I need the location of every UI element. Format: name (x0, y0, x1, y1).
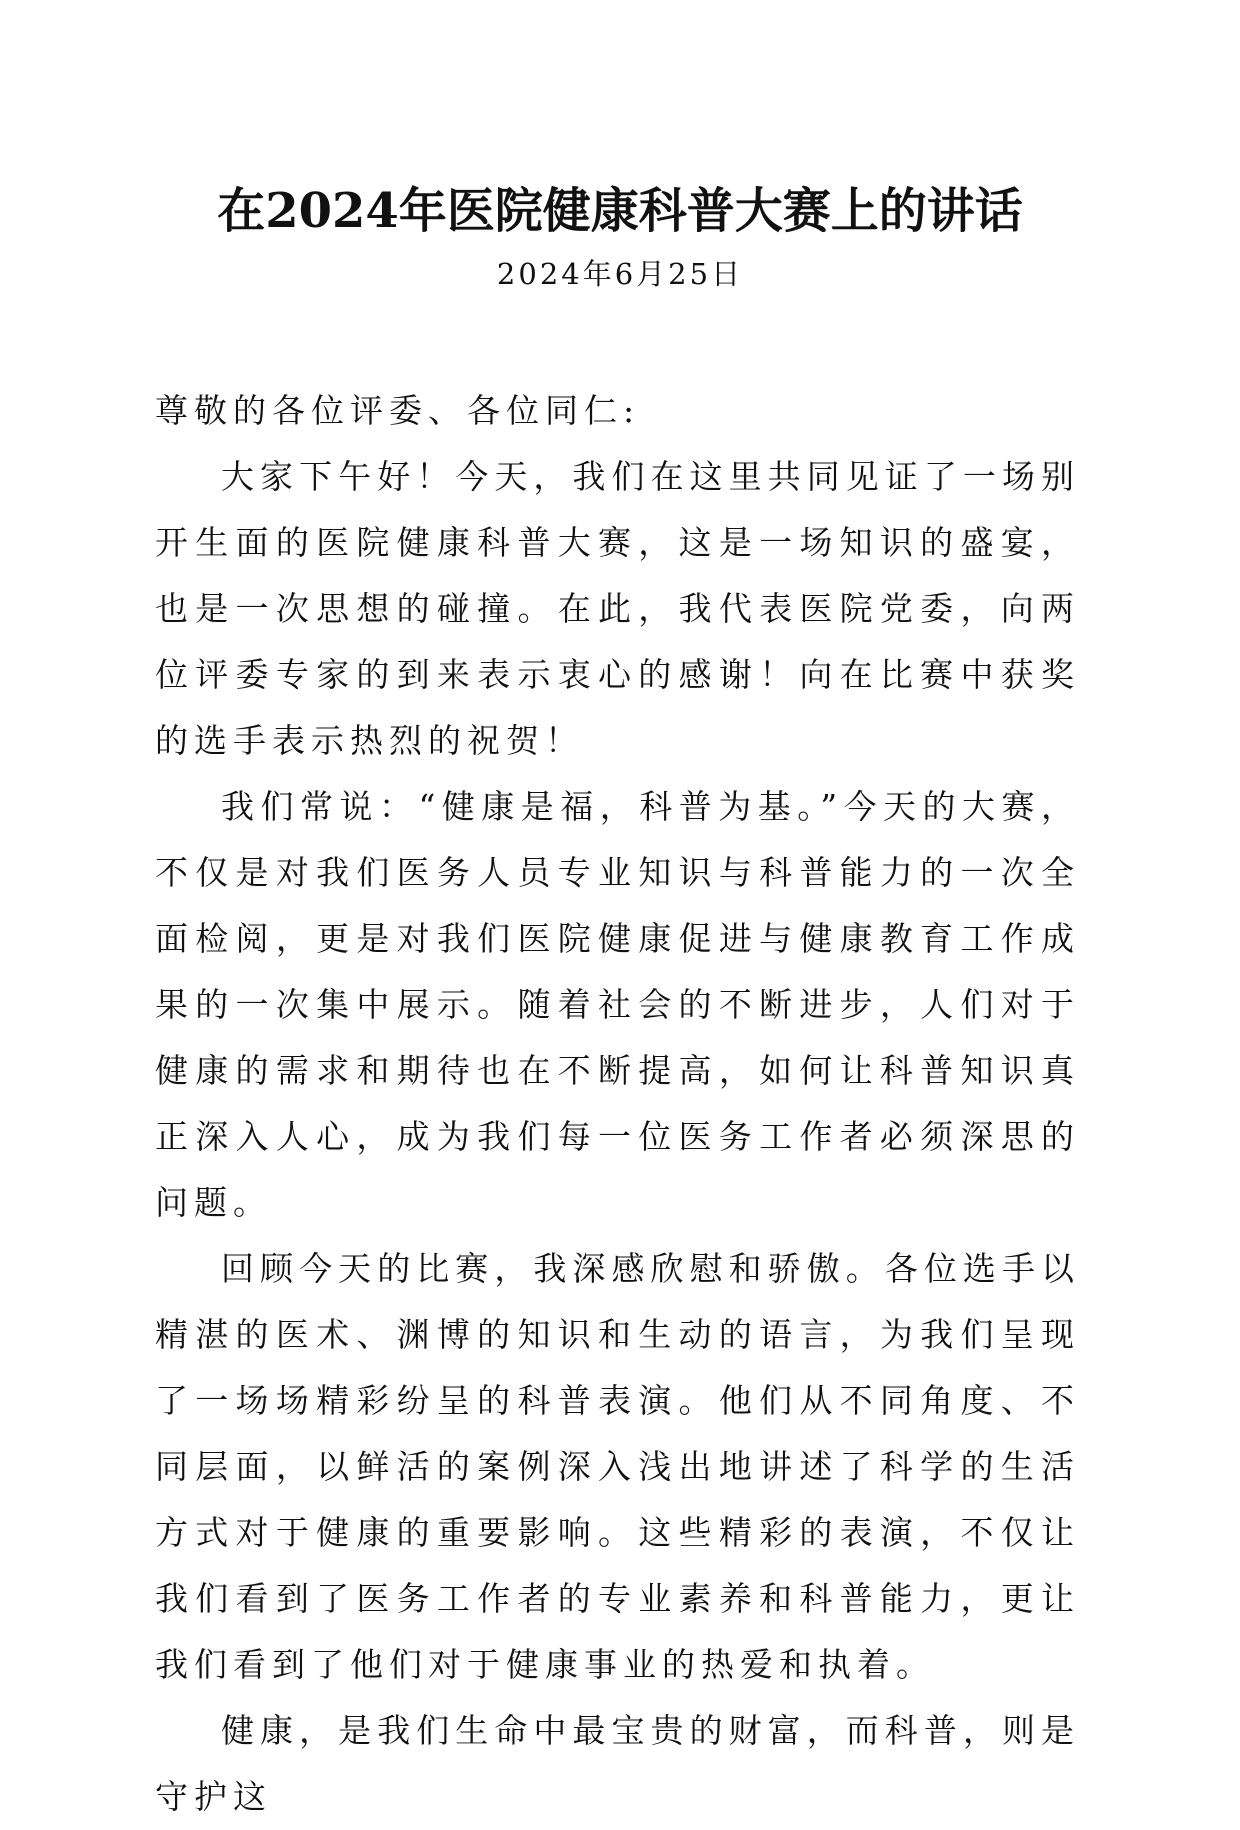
body-paragraph: 回顾今天的比赛，我深感欣慰和骄傲。各位选手以精湛的医术、渊博的知识和生动的语言，为我们呈现了一场场精彩纷呈的科普表演。他们从不同角度、不同层面，以鲜活的案例深入浅出地讲述了科学的生活方式对于健康的重要影响。这些精彩的表演，不仅让我们看到了医务工作者的专业素养和科普能力，更让我们看到了他们对于健康事业的热爱和执着。 (155, 1249, 1080, 1684)
salutation: 尊敬的各位评委、各位同仁: (155, 391, 641, 430)
body-paragraph: 大家下午好！今天，我们在这里共同见证了一场别开生面的医院健康科普大赛，这是一场知识的盛宴，也是一次思想的碰撞。在此，我代表医院党委，向两位评委专家的到来表示衷心的感谢！向在比赛中获奖的选手表示热烈的祝贺！ (155, 457, 1080, 760)
body-paragraph: 健康，是我们生命中最宝贵的财富，而科普，则是守护这 (155, 1711, 1080, 1816)
document-date: 2024年6月25日 (496, 257, 744, 291)
document-body (155, 378, 1080, 1830)
body-paragraph: 我们常说：“健康是福，科普为基。”今天的大赛，不仅是对我们医务人员专业知识与科普能力的一次全面检阅，更是对我们医院健康促进与健康教育工作成果的一次集中展示。随着社会的不断进步，人们对于健康的需求和期待也在不断提高，如何让科普知识真正深入人心，成为我们每一位医务工作者必须深思的问题。 (155, 787, 1080, 1222)
document-title: 在2024年医院健康科普大赛上的讲话 (217, 183, 1023, 239)
